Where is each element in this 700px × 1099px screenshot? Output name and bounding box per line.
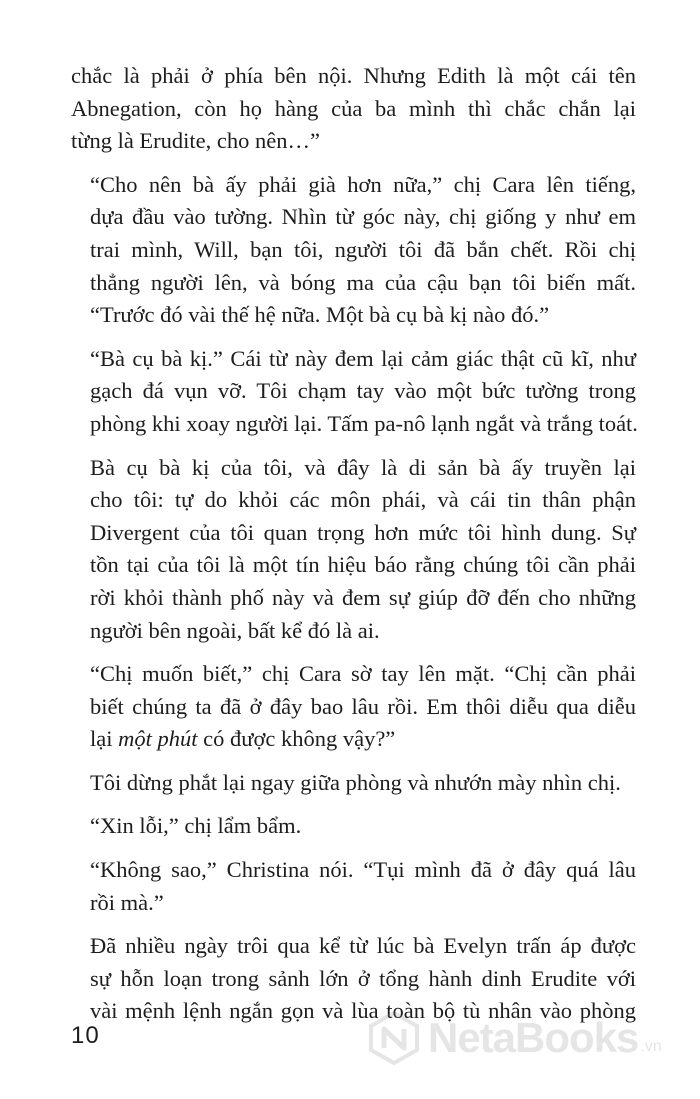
text-line: Abnegation, còn họ hàng của ba mình thì chắc chắn lại [71, 95, 636, 121]
text-line: gạch đá vụn vỡ. Tôi chạm tay vào một bức tường trong [90, 378, 636, 404]
paragraph [71, 854, 636, 919]
watermark-suffix: .vn [640, 1038, 662, 1055]
paragraph [71, 169, 636, 332]
text-line: “Xin lỗi,” chị lẩm bẩm. [90, 813, 302, 839]
paragraph [71, 658, 636, 756]
text-line: sự hỗn loạn trong sảnh lớn ở tổng hành dinh Erudite với [90, 965, 636, 991]
text-line: từng là Erudite, cho nên…” [71, 128, 320, 154]
watermark [366, 1010, 662, 1066]
paragraph [71, 767, 636, 800]
page-body-text [71, 60, 636, 1039]
text-line: trai mình, Will, bạn tôi, người tôi đã bắn chết. Rồi chị [90, 236, 636, 262]
paragraph [71, 452, 636, 648]
text-line: “Bà cụ bà kị.” Cái từ này đem lại cảm giác thật cũ kĩ, như [90, 345, 636, 371]
text-run: có được không vậy?” [197, 726, 396, 752]
text-line: “Cho nên bà ấy phải già hơn nữa,” chị Cara lên tiếng, [90, 171, 636, 197]
text-line: “Không sao,” Christina nói. “Tụi mình đã ở đây quá lâu [90, 857, 636, 883]
text-line: chắc là phải ở phía bên nội. Nhưng Edith là một cái tên [71, 63, 636, 88]
text-line: người bên ngoài, bất kể đó là ai. [90, 617, 380, 643]
text-line: Bà cụ bà kị của tôi, và đây là di sản bà ấy truyền lại [90, 454, 636, 480]
text-line: tồn tại của tôi là một tín hiệu báo rằng chúng tôi cần phải [90, 552, 636, 578]
paragraph [71, 343, 636, 441]
netabooks-logo-icon [366, 1010, 422, 1066]
text-line: vài mệnh lệnh ngắn gọn và lùa toàn bộ tù nhân vào phòng [90, 998, 636, 1024]
text-line: Tôi dừng phắt lại ngay giữa phòng và nhướn mày nhìn chị. [90, 769, 621, 795]
text-line [71, 723, 636, 756]
text-line: rời khỏi thành phố này và đem sự giúp đỡ đến cho những [90, 584, 636, 610]
watermark-brand: NetaBooks [428, 1014, 639, 1061]
text-line: “Chị muốn biết,” chị Cara sờ tay lên mặt. “Chị cần phải [90, 661, 636, 687]
text-line: Đã nhiều ngày trôi qua kể từ lúc bà Evelyn trấn áp được [90, 933, 636, 959]
italic-text: một phút [118, 726, 198, 752]
text-line: phòng khi xoay người lại. Tấm pa-nô lạnh ngắt và trắng toát. [90, 410, 638, 436]
text-run: lại [90, 726, 119, 752]
paragraph [71, 810, 636, 843]
text-line: rồi mà.” [90, 889, 164, 915]
text-line: thẳng người lên, và bóng ma của cậu bạn tôi biến mất. [90, 269, 636, 295]
page-number: 10 [71, 1022, 100, 1049]
text-line: dựa đầu vào tường. Nhìn từ góc này, chị giống y như em [90, 204, 636, 230]
text-line: cho tôi: tự do khỏi các môn phái, và cái tin thân phận [90, 487, 636, 513]
text-line: biết chúng ta đã ở đây bao lâu rồi. Em thôi diễu qua diễu [90, 693, 636, 719]
paragraph [71, 60, 636, 158]
text-line: Divergent của tôi quan trọng hơn mức tôi hình dung. Sự [90, 519, 636, 545]
text-line: “Trước đó vài thế hệ nữa. Một bà cụ bà kị nào đó.” [90, 302, 550, 328]
